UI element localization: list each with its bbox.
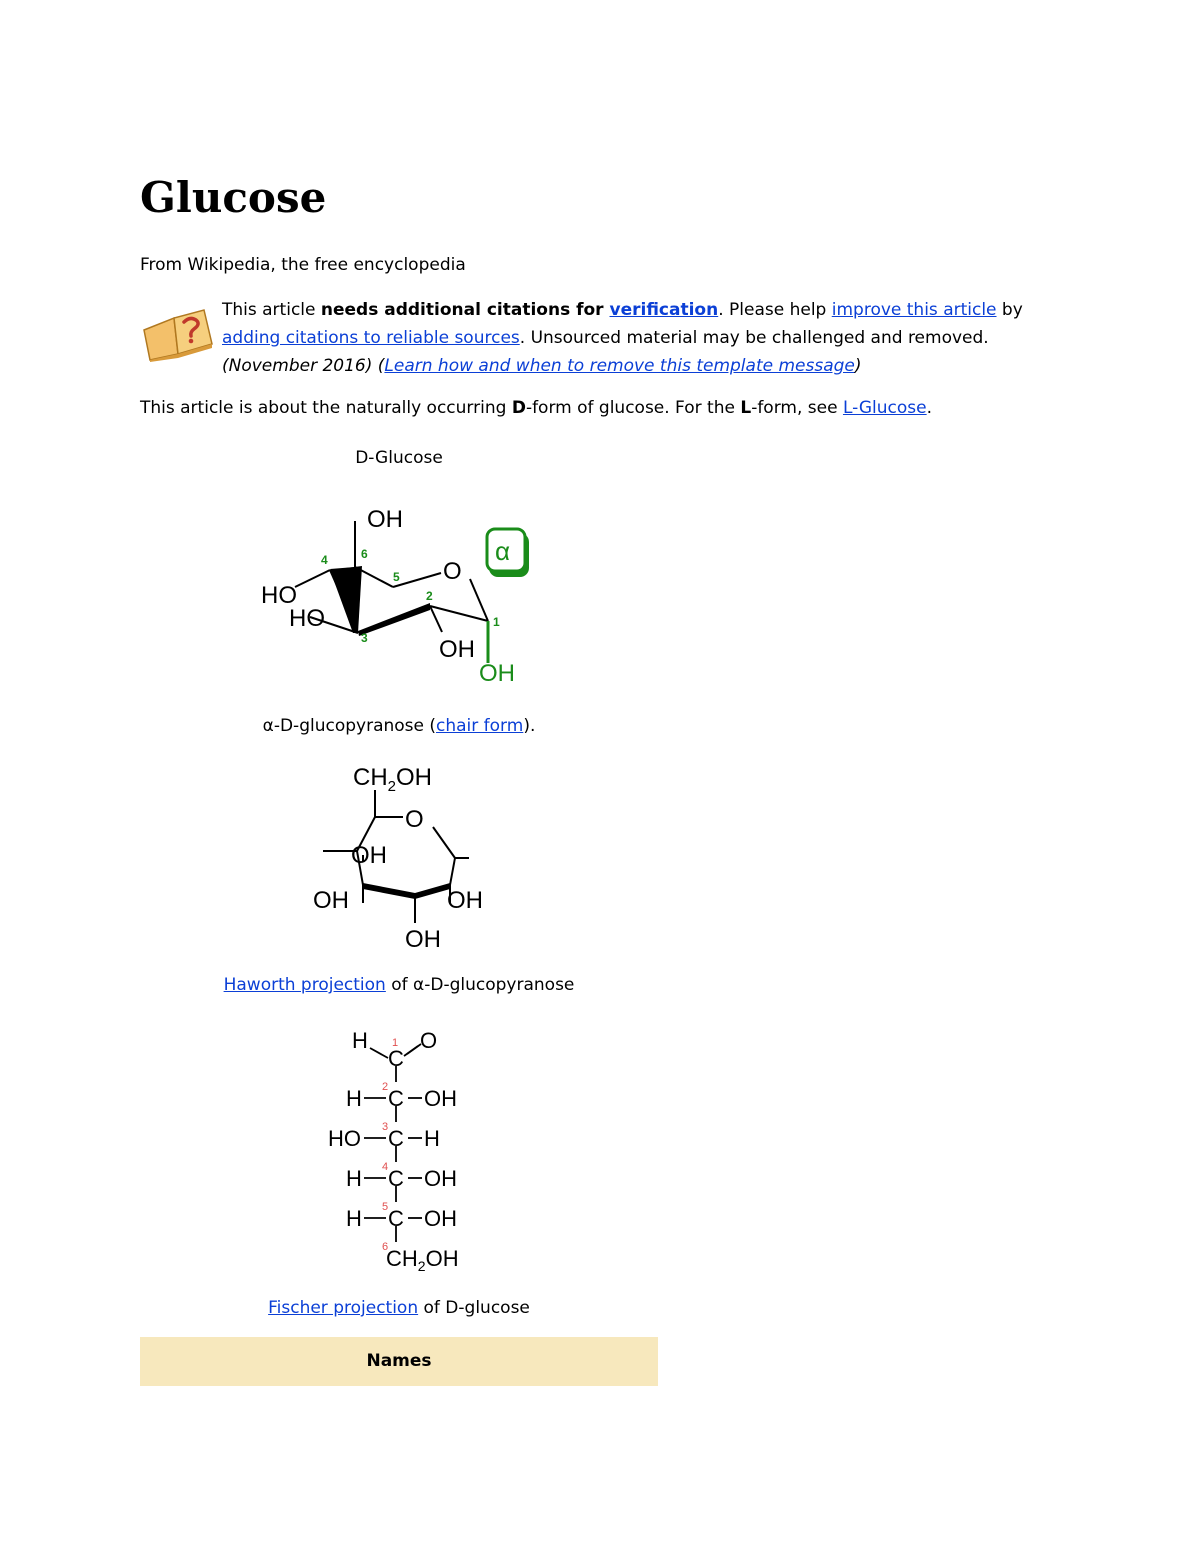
fischer-c3: C xyxy=(388,1126,404,1151)
haworth-oh-mid: OH xyxy=(351,842,387,869)
chair-n2: 2 xyxy=(426,589,433,603)
learn-how-link[interactable]: Learn how and when to remove this template message xyxy=(384,356,855,376)
chair-form-structure[interactable] xyxy=(255,495,545,695)
chair-caption-text: ). xyxy=(523,716,536,736)
alpha-badge: α xyxy=(495,536,511,566)
fischer-h4: H xyxy=(346,1166,362,1191)
chair-ho-left2: HO xyxy=(289,605,325,632)
fischer-oh2: OH xyxy=(424,1086,457,1111)
fischer-n2: 2 xyxy=(382,1081,389,1093)
chair-n5: 5 xyxy=(393,570,400,584)
fischer-ho3: HO xyxy=(328,1126,361,1151)
chair-oh-anomeric: OH xyxy=(479,660,515,687)
citation-notice xyxy=(140,296,1040,380)
fischer-n1: 1 xyxy=(392,1037,399,1049)
fischer-structure[interactable] xyxy=(322,1022,482,1282)
notice-text-part: ) xyxy=(854,356,862,376)
notice-date: (November 2016) ( xyxy=(222,356,385,376)
fischer-projection-link[interactable]: Fischer projection xyxy=(268,1298,419,1318)
fischer-c5: C xyxy=(388,1206,404,1231)
notice-text-part: by xyxy=(996,300,1023,320)
chair-ho-left: HO xyxy=(261,582,297,609)
fischer-h5: H xyxy=(346,1206,362,1231)
fischer-n6: 6 xyxy=(382,1241,389,1253)
fischer-c2: C xyxy=(388,1086,404,1111)
hatnote-text: . xyxy=(926,398,933,418)
fischer-h-top: H xyxy=(352,1028,368,1053)
haworth-caption xyxy=(140,972,658,998)
fischer-oh4: OH xyxy=(424,1166,457,1191)
fischer-c1: C xyxy=(388,1046,404,1071)
haworth-ch2: $CH_2OH$ xyxy=(353,764,433,795)
haworth-o-ring: O xyxy=(405,806,424,833)
verification-link[interactable]: verification xyxy=(609,300,719,320)
chair-form-link[interactable]: chair form xyxy=(436,716,524,736)
improve-article-link[interactable]: improve this article xyxy=(831,300,997,320)
notice-text-part: This article xyxy=(222,300,321,320)
fischer-n3: 3 xyxy=(382,1121,389,1133)
hatnote-text: -form, see xyxy=(751,398,843,418)
haworth-projection-link[interactable]: Haworth projection xyxy=(223,975,386,995)
notice-text-part: . Unsourced material may be challenged and removed. xyxy=(519,328,989,348)
names-section-header xyxy=(140,1337,658,1386)
names-header-label: Names xyxy=(366,1351,432,1371)
hatnote-d: D xyxy=(511,398,526,418)
page-subtitle: From Wikipedia, the free encyclopedia xyxy=(140,255,466,275)
page-title: Glucose xyxy=(140,173,327,222)
fischer-h3: H xyxy=(424,1126,440,1151)
hatnote xyxy=(140,395,932,421)
haworth-oh-left: OH xyxy=(313,887,349,914)
fischer-h2: H xyxy=(346,1086,362,1111)
adding-citations-link[interactable]: adding citations to reliable sources xyxy=(222,328,520,348)
chair-n6: 6 xyxy=(361,547,368,561)
haworth-caption-text: of α-D-glucopyranose xyxy=(385,975,575,995)
chair-caption xyxy=(140,713,658,739)
chair-oh-top: OH xyxy=(367,506,403,533)
l-glucose-link[interactable]: L-Glucose xyxy=(842,398,927,418)
infobox-title: D-Glucose xyxy=(355,448,443,468)
fischer-c4: C xyxy=(388,1166,404,1191)
chair-n4: 4 xyxy=(321,553,328,567)
chair-n1: 1 xyxy=(493,615,500,629)
chair-o-ring: O xyxy=(443,558,462,585)
fischer-ch2oh: $CH_2OH$ xyxy=(386,1246,459,1274)
notice-bold-text: needs additional citations for xyxy=(320,300,610,320)
chair-n3: 3 xyxy=(361,631,368,645)
fischer-n5: 5 xyxy=(382,1201,389,1213)
book-question-icon xyxy=(140,304,216,362)
fischer-caption xyxy=(140,1295,658,1321)
fischer-oh5: OH xyxy=(424,1206,457,1231)
fischer-caption-text: of D-glucose xyxy=(418,1298,530,1318)
notice-text xyxy=(222,296,1042,380)
fischer-o-top: O xyxy=(420,1028,438,1053)
chair-caption-text: α-D-glucopyranose ( xyxy=(262,716,437,736)
hatnote-text: -form of glucose. For the xyxy=(525,398,741,418)
chair-oh-bottom: OH xyxy=(439,636,475,663)
hatnote-text: This article is about the naturally occurring xyxy=(140,398,512,418)
hatnote-l: L xyxy=(740,398,752,418)
haworth-oh-right: OH xyxy=(447,887,483,914)
haworth-oh-bottom: OH xyxy=(405,926,441,953)
haworth-structure[interactable] xyxy=(305,755,505,960)
fischer-n4: 4 xyxy=(382,1161,389,1173)
notice-text-part: . Please help xyxy=(718,300,832,320)
